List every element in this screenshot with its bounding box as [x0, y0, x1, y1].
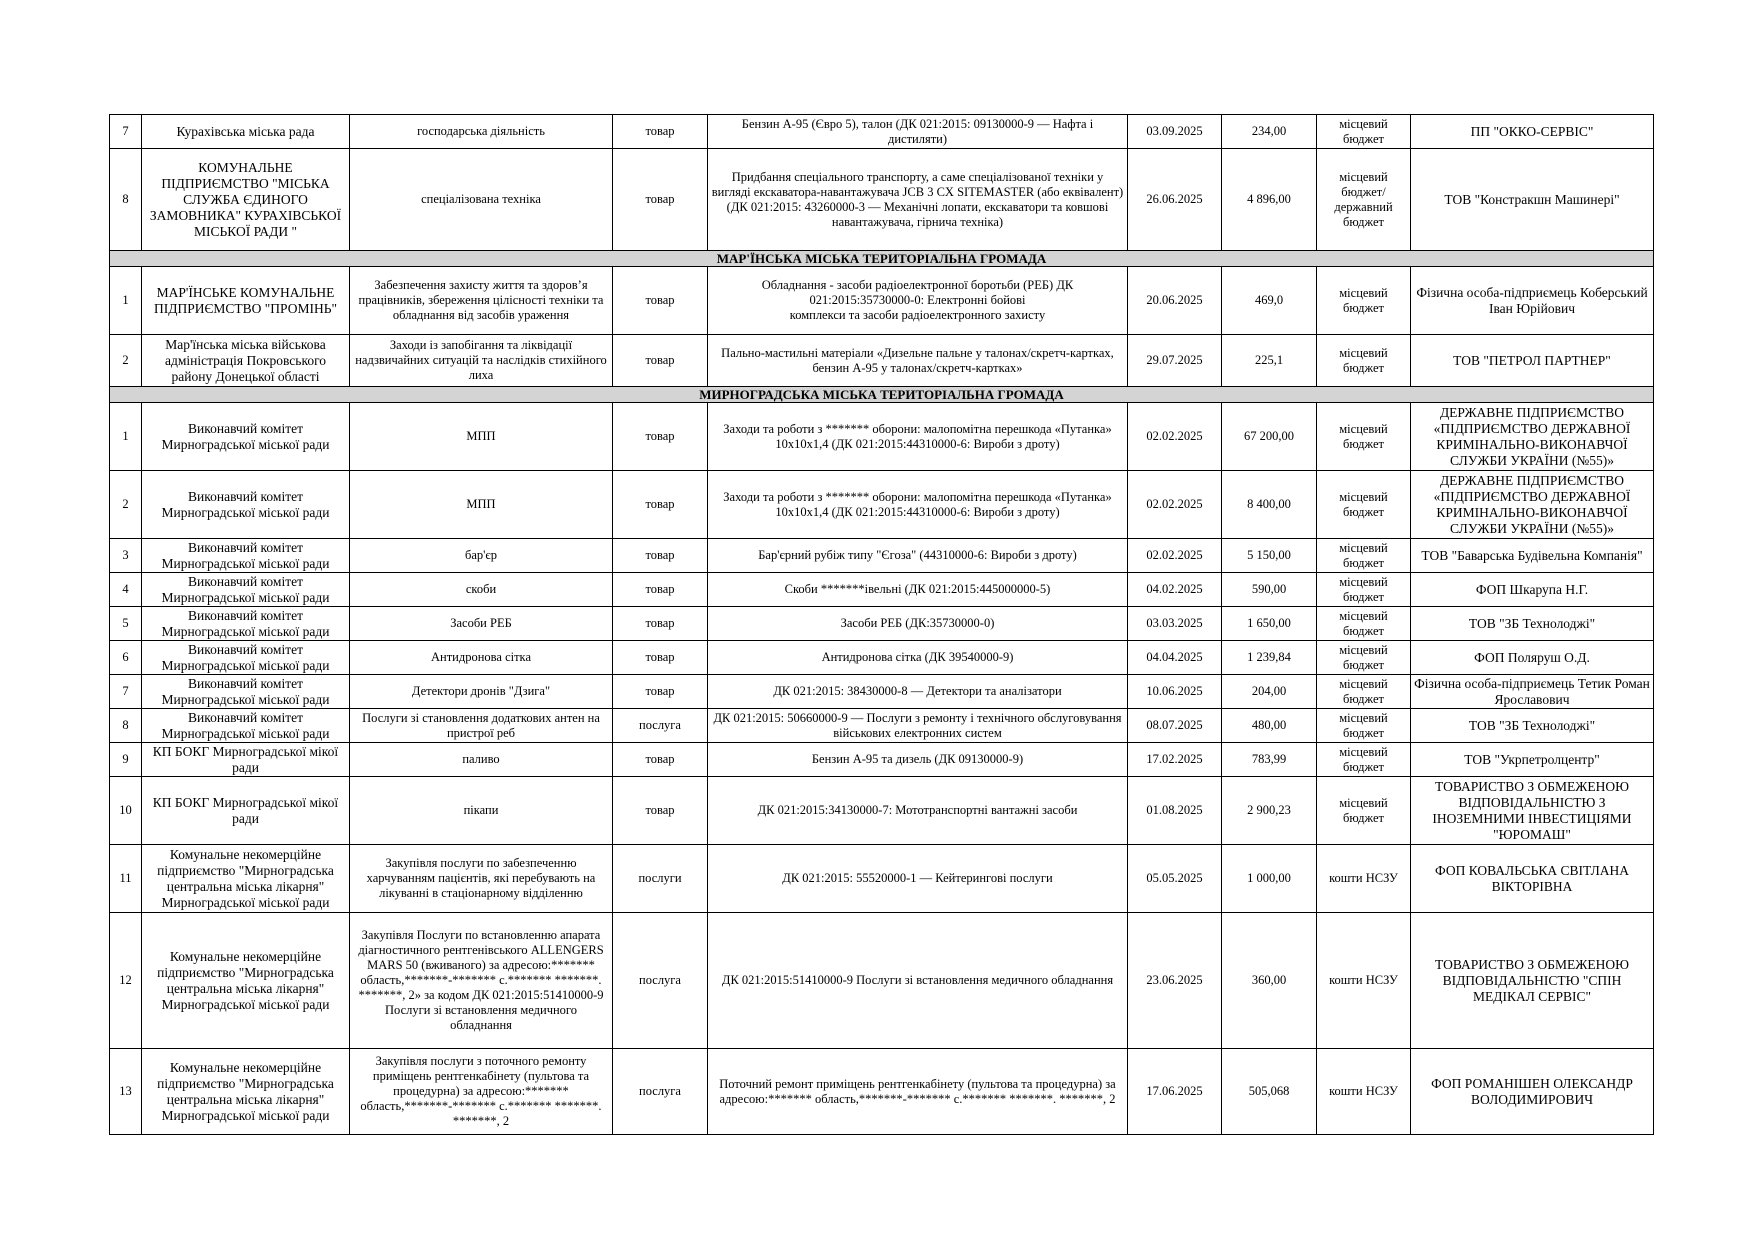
cell-amount: 4 896,00 — [1222, 149, 1317, 251]
cell-date: 04.02.2025 — [1128, 573, 1222, 607]
cell-subject: Закупівля послуги по забезпеченню харчуванням пацієнтів, які перебувають на лікуванні в стаціонарному відділенню — [350, 845, 613, 913]
cell-num: 12 — [110, 913, 142, 1049]
cell-date: 08.07.2025 — [1128, 709, 1222, 743]
cell-amount: 1 650,00 — [1222, 607, 1317, 641]
cell-type: товар — [613, 777, 708, 845]
cell-date: 26.06.2025 — [1128, 149, 1222, 251]
cell-supplier: Фізична особа-підприємець Коберський Іван Юрійович — [1411, 267, 1654, 335]
cell-funding: місцевий бюджет — [1317, 539, 1411, 573]
cell-funding: місцевий бюджет — [1317, 267, 1411, 335]
cell-subject: Закупівля Послуги по встановленню апарата діагностичного рентгенівського ALLENGERS MARS 50 (вживаного) за адресою:******* область,*******-******* с.******* *******. *******, 2» за кодом ДК 021:2015:51410000-9 Послуги зі встановлення медичного обладнання — [350, 913, 613, 1049]
cell-type: товар — [613, 743, 708, 777]
section-header — [110, 387, 1654, 403]
cell-customer: МАР'ЇНСЬКЕ КОМУНАЛЬНЕ ПІДПРИЄМСТВО "ПРОМІНЬ" — [142, 267, 350, 335]
cell-supplier: ТОВ "ПЕТРОЛ ПАРТНЕР" — [1411, 335, 1654, 387]
procurement-table-body — [110, 115, 1654, 1135]
cell-supplier: ТОВ "Констракшн Машинері" — [1411, 149, 1654, 251]
cell-funding: кошти НСЗУ — [1317, 1049, 1411, 1135]
cell-num: 6 — [110, 641, 142, 675]
table-row — [110, 845, 1654, 913]
cell-description: Бензин А-95 та дизель (ДК 09130000-9) — [708, 743, 1128, 777]
cell-num: 2 — [110, 471, 142, 539]
cell-type: послуги — [613, 845, 708, 913]
table-row — [110, 675, 1654, 709]
cell-date: 10.06.2025 — [1128, 675, 1222, 709]
cell-description: Заходи та роботи з ******* оборони: малопомітна перешкода «Путанка» 10х10х1,4 (ДК 021:2015:44310000-6: Вироби з дроту) — [708, 403, 1128, 471]
cell-subject: Засоби РЕБ — [350, 607, 613, 641]
cell-num: 4 — [110, 573, 142, 607]
cell-subject: паливо — [350, 743, 613, 777]
cell-customer: Виконавчий комітет Мирноградської міської ради — [142, 539, 350, 573]
cell-subject: господарська діяльність — [350, 115, 613, 149]
cell-funding: місцевий бюджет — [1317, 115, 1411, 149]
cell-date: 03.09.2025 — [1128, 115, 1222, 149]
cell-amount: 204,00 — [1222, 675, 1317, 709]
cell-amount: 1 000,00 — [1222, 845, 1317, 913]
cell-funding: місцевий бюджет — [1317, 573, 1411, 607]
cell-description: ДК 021:2015: 50660000-9 — Послуги з ремонту і технічного обслуговування військових електронних систем — [708, 709, 1128, 743]
cell-description: ДК 021:2015:51410000-9 Послуги зі встановлення медичного обладнання — [708, 913, 1128, 1049]
cell-description: ДК 021:2015: 38430000-8 — Детектори та аналізатори — [708, 675, 1128, 709]
cell-type: товар — [613, 641, 708, 675]
cell-description: ДК 021:2015:34130000-7: Мототранспортні вантажні засоби — [708, 777, 1128, 845]
table-row — [110, 573, 1654, 607]
cell-description: ДК 021:2015: 55520000-1 — Кейтерингові послуги — [708, 845, 1128, 913]
cell-customer: Виконавчий комітет Мирноградської міської ради — [142, 607, 350, 641]
cell-amount: 5 150,00 — [1222, 539, 1317, 573]
cell-type: послуга — [613, 709, 708, 743]
cell-num: 7 — [110, 115, 142, 149]
cell-customer: Виконавчий комітет Мирноградської міської ради — [142, 709, 350, 743]
cell-num: 5 — [110, 607, 142, 641]
cell-amount: 480,00 — [1222, 709, 1317, 743]
cell-customer: КОМУНАЛЬНЕ ПІДПРИЄМСТВО "МІСЬКА СЛУЖБА ЄДИНОГО ЗАМОВНИКА" КУРАХІВСЬКОЇ МІСЬКОЇ РАДИ " — [142, 149, 350, 251]
cell-customer: Комунальне некомерційне підприємство "Мирноградська центральна міська лікарня" Мирноградської міської ради — [142, 845, 350, 913]
cell-type: товар — [613, 471, 708, 539]
cell-supplier: ТОВАРИСТВО З ОБМЕЖЕНОЮ ВІДПОВІДАЛЬНІСТЮ З ІНОЗЕМНИМИ ІНВЕСТИЦІЯМИ "ЮРОМАШ" — [1411, 777, 1654, 845]
cell-type: товар — [613, 267, 708, 335]
cell-type: товар — [613, 115, 708, 149]
cell-description: Засоби РЕБ (ДК:35730000-0) — [708, 607, 1128, 641]
cell-funding: місцевий бюджет — [1317, 709, 1411, 743]
cell-amount: 360,00 — [1222, 913, 1317, 1049]
cell-description: Бензин А-95 (Євро 5), талон (ДК 021:2015: 09130000-9 — Нафта і дистиляти) — [708, 115, 1128, 149]
cell-supplier: ТОВ "Баварська Будівельна Компанія" — [1411, 539, 1654, 573]
cell-supplier: ФОП КОВАЛЬСЬКА СВІТЛАНА ВІКТОРІВНА — [1411, 845, 1654, 913]
cell-description: Скоби *******івельні (ДК 021:2015:445000000-5) — [708, 573, 1128, 607]
cell-num: 10 — [110, 777, 142, 845]
cell-subject: Закупівля послуги з поточного ремонту приміщень рентгенкабінету (пультова та процедурна) за адресою:******* область,*******-******* с.******* *******. *******, 2 — [350, 1049, 613, 1135]
table-row — [110, 471, 1654, 539]
table-row — [110, 335, 1654, 387]
cell-customer: Виконавчий комітет Мирноградської міської ради — [142, 403, 350, 471]
cell-supplier: ТОВ "Укрпетролцентр" — [1411, 743, 1654, 777]
cell-customer: Виконавчий комітет Мирноградської міської ради — [142, 675, 350, 709]
cell-description: Заходи та роботи з ******* оборони: малопомітна перешкода «Путанка» 10х10х1,4 (ДК 021:2015:44310000-6: Вироби з дроту) — [708, 471, 1128, 539]
cell-num: 3 — [110, 539, 142, 573]
cell-supplier: ФОП Поляруш О.Д. — [1411, 641, 1654, 675]
cell-amount: 783,99 — [1222, 743, 1317, 777]
cell-amount: 1 239,84 — [1222, 641, 1317, 675]
cell-customer: Комунальне некомерційне підприємство "Мирноградська центральна міська лікарня" Мирноградської міської ради — [142, 913, 350, 1049]
cell-type: товар — [613, 539, 708, 573]
cell-supplier: ПП "ОККО-СЕРВІС" — [1411, 115, 1654, 149]
cell-funding: місцевий бюджет — [1317, 743, 1411, 777]
cell-funding: кошти НСЗУ — [1317, 913, 1411, 1049]
cell-date: 02.02.2025 — [1128, 539, 1222, 573]
cell-description: Бар'єрний рубіж типу "Єгоза" (44310000-6: Вироби з дроту) — [708, 539, 1128, 573]
cell-date: 03.03.2025 — [1128, 607, 1222, 641]
cell-customer: Виконавчий комітет Мирноградської міської ради — [142, 641, 350, 675]
cell-num: 9 — [110, 743, 142, 777]
table-row — [110, 913, 1654, 1049]
table-row — [110, 115, 1654, 149]
cell-supplier: ФОП РОМАНІШЕН ОЛЕКСАНДР ВОЛОДИМИРОВИЧ — [1411, 1049, 1654, 1135]
cell-description: Пально-мастильні матеріали «Дизельне пальне у талонах/скретч-картках, бензин А-95 у талонах/скретч-картках» — [708, 335, 1128, 387]
table-row — [110, 1049, 1654, 1135]
cell-date: 02.02.2025 — [1128, 471, 1222, 539]
cell-funding: місцевий бюджет — [1317, 675, 1411, 709]
cell-supplier: ТОВАРИСТВО З ОБМЕЖЕНОЮ ВІДПОВІДАЛЬНІСТЮ "СПІН МЕДІКАЛ СЕРВІС" — [1411, 913, 1654, 1049]
cell-funding: місцевий бюджет — [1317, 335, 1411, 387]
cell-supplier: ДЕРЖАВНЕ ПІДПРИЄМСТВО «ПІДПРИЄМСТВО ДЕРЖАВНОЇ КРИМІНАЛЬНО-ВИКОНАВЧОЇ СЛУЖБИ УКРАЇНИ (№55)» — [1411, 471, 1654, 539]
cell-supplier: ТОВ "ЗБ Технолоджі" — [1411, 709, 1654, 743]
cell-description: Придбання спеціального транспорту, а саме спеціалізованої техніки у вигляді екскаватора-навантажувача JCB 3 CX SITEMASTER (або еквівалент) (ДК 021:2015: 43260000-3 — Механічні лопати, екскаватори та ковшові навантажувача, гірнича техніка) — [708, 149, 1128, 251]
section-header — [110, 251, 1654, 267]
cell-subject: бар'єр — [350, 539, 613, 573]
cell-amount: 8 400,00 — [1222, 471, 1317, 539]
cell-subject: Забезпечення захисту життя та здоров’я працівників, збереження цілісності техніки та обладнання від засобів ураження — [350, 267, 613, 335]
cell-type: товар — [613, 335, 708, 387]
table-row — [110, 267, 1654, 335]
table-row — [110, 743, 1654, 777]
cell-amount: 505,068 — [1222, 1049, 1317, 1135]
cell-supplier: ДЕРЖАВНЕ ПІДПРИЄМСТВО «ПІДПРИЄМСТВО ДЕРЖАВНОЇ КРИМІНАЛЬНО-ВИКОНАВЧОЇ СЛУЖБИ УКРАЇНИ (№55)» — [1411, 403, 1654, 471]
cell-type: товар — [613, 675, 708, 709]
cell-type: товар — [613, 403, 708, 471]
table-row — [110, 607, 1654, 641]
cell-description: Поточний ремонт приміщень рентгенкабінету (пультова та процедурна) за адресою:******* область,*******-******* с.******* *******. *******, 2 — [708, 1049, 1128, 1135]
cell-type: товар — [613, 149, 708, 251]
cell-num: 7 — [110, 675, 142, 709]
cell-amount: 67 200,00 — [1222, 403, 1317, 471]
cell-customer: Виконавчий комітет Мирноградської міської ради — [142, 471, 350, 539]
cell-num: 8 — [110, 709, 142, 743]
cell-subject: МПП — [350, 471, 613, 539]
cell-supplier: ТОВ "ЗБ Технолоджі" — [1411, 607, 1654, 641]
cell-customer: Комунальне некомерційне підприємство "Мирноградська центральна міська лікарня" Мирноградської міської ради — [142, 1049, 350, 1135]
cell-subject: Послуги зі становлення додаткових антен на пристрої реб — [350, 709, 613, 743]
cell-type: послуга — [613, 1049, 708, 1135]
cell-num: 1 — [110, 267, 142, 335]
cell-subject: скоби — [350, 573, 613, 607]
cell-description: Обладнання - засоби радіоелектронної боротьби (РЕБ) ДК 021:2015:35730000-0: Електронні бойові комплекси та засоби радіоелектронного захисту — [708, 267, 1128, 335]
cell-subject: Антидронова сітка — [350, 641, 613, 675]
cell-funding: місцевий бюджет/державний бюджет — [1317, 149, 1411, 251]
table-row — [110, 149, 1654, 251]
cell-supplier: ФОП Шкарупа Н.Г. — [1411, 573, 1654, 607]
cell-num: 11 — [110, 845, 142, 913]
cell-customer: КП БОКГ Мирноградської мікої ради — [142, 743, 350, 777]
table-row — [110, 539, 1654, 573]
cell-num: 13 — [110, 1049, 142, 1135]
cell-funding: місцевий бюджет — [1317, 777, 1411, 845]
cell-num: 2 — [110, 335, 142, 387]
section-title: МАР'ЇНСЬКА МІСЬКА ТЕРИТОРІАЛЬНА ГРОМАДА — [110, 251, 1654, 267]
cell-funding: місцевий бюджет — [1317, 403, 1411, 471]
cell-amount: 590,00 — [1222, 573, 1317, 607]
cell-date: 01.08.2025 — [1128, 777, 1222, 845]
cell-amount: 469,0 — [1222, 267, 1317, 335]
cell-subject: спеціалізована техніка — [350, 149, 613, 251]
section-title: МИРНОГРАДСЬКА МІСЬКА ТЕРИТОРІАЛЬНА ГРОМАДА — [110, 387, 1654, 403]
cell-funding: місцевий бюджет — [1317, 471, 1411, 539]
table-row — [110, 709, 1654, 743]
cell-description: Антидронова сітка (ДК 39540000-9) — [708, 641, 1128, 675]
cell-date: 04.04.2025 — [1128, 641, 1222, 675]
cell-subject: МПП — [350, 403, 613, 471]
cell-type: послуга — [613, 913, 708, 1049]
cell-amount: 234,00 — [1222, 115, 1317, 149]
cell-customer: Мар'їнська міська військова адміністрація Покровського району Донецької області — [142, 335, 350, 387]
cell-customer: Курахівська міська рада — [142, 115, 350, 149]
procurement-table — [109, 114, 1654, 1135]
cell-date: 29.07.2025 — [1128, 335, 1222, 387]
cell-num: 8 — [110, 149, 142, 251]
cell-date: 17.06.2025 — [1128, 1049, 1222, 1135]
cell-subject: пікапи — [350, 777, 613, 845]
table-row — [110, 641, 1654, 675]
cell-funding: кошти НСЗУ — [1317, 845, 1411, 913]
cell-type: товар — [613, 607, 708, 641]
table-row — [110, 403, 1654, 471]
cell-funding: місцевий бюджет — [1317, 607, 1411, 641]
cell-amount: 2 900,23 — [1222, 777, 1317, 845]
cell-customer: Виконавчий комітет Мирноградської міської ради — [142, 573, 350, 607]
cell-supplier: Фізична особа-підприємець Тетик Роман Ярославович — [1411, 675, 1654, 709]
cell-date: 20.06.2025 — [1128, 267, 1222, 335]
cell-date: 23.06.2025 — [1128, 913, 1222, 1049]
cell-customer: КП БОКГ Мирноградської мікої ради — [142, 777, 350, 845]
cell-type: товар — [613, 573, 708, 607]
cell-subject: Детектори дронів "Дзига" — [350, 675, 613, 709]
cell-date: 17.02.2025 — [1128, 743, 1222, 777]
table-row — [110, 777, 1654, 845]
cell-amount: 225,1 — [1222, 335, 1317, 387]
cell-funding: місцевий бюджет — [1317, 641, 1411, 675]
cell-num: 1 — [110, 403, 142, 471]
cell-date: 02.02.2025 — [1128, 403, 1222, 471]
cell-subject: Заходи із запобігання та ліквідації надзвичайних ситуацій та наслідків стихійного лиха — [350, 335, 613, 387]
cell-date: 05.05.2025 — [1128, 845, 1222, 913]
